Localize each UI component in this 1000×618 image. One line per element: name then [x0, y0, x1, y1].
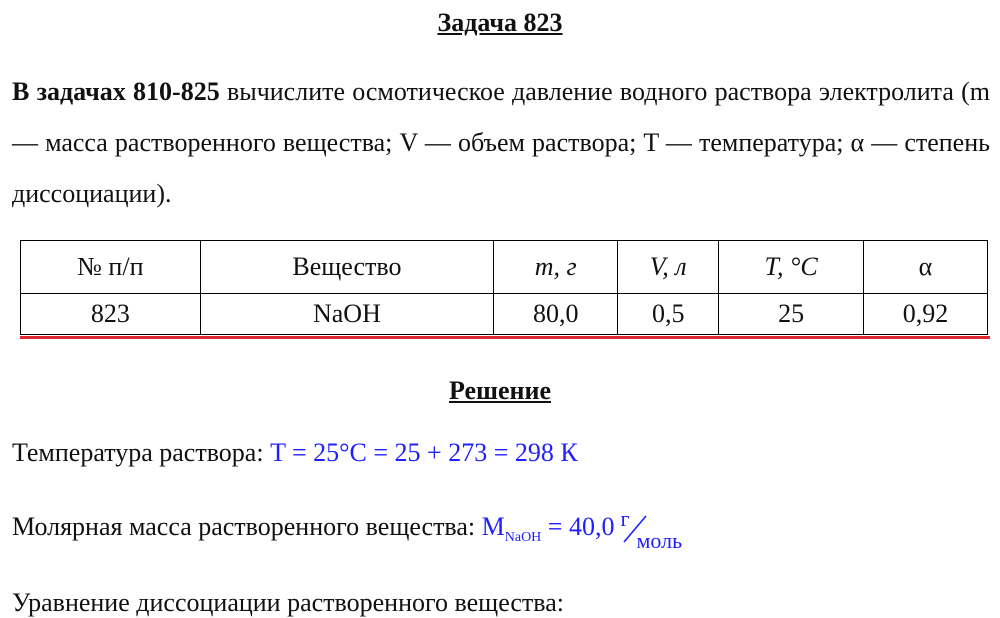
unit-numerator: г: [620, 506, 630, 531]
molar-mass-value: = 40,0: [541, 512, 615, 541]
unit-denominator: моль: [636, 528, 683, 553]
molar-mass-formula: [481, 506, 685, 553]
dissociation-line: [12, 588, 564, 618]
header-mass: m, г: [494, 241, 618, 294]
molar-mass-symbol: M: [481, 512, 505, 541]
temperature-line: [12, 438, 578, 468]
task-range: В задачах 810-825: [12, 77, 220, 106]
table-header-row: [21, 241, 988, 294]
cell-number: 823: [21, 294, 201, 335]
dissociation-label: Уравнение диссоциации растворенного вещества:: [12, 588, 564, 617]
cell-volume: 0,5: [618, 294, 719, 335]
header-substance: Вещество: [200, 241, 494, 294]
task-statement: [12, 66, 990, 219]
molar-mass-label: Молярная масса растворенного вещества:: [12, 512, 476, 541]
molar-mass-line: [12, 506, 684, 553]
header-number: № п/п: [21, 241, 201, 294]
cell-substance: NaOH: [200, 294, 494, 335]
header-alpha: α: [863, 241, 987, 294]
cell-temperature: 25: [719, 294, 864, 335]
temperature-formula: T = 25°C = 25 + 273 = 298 К: [270, 438, 578, 467]
molar-mass-subscript: NaOH: [504, 530, 542, 545]
header-volume: V, л: [618, 241, 719, 294]
header-temperature: T, °C: [719, 241, 864, 294]
cell-mass: 80,0: [494, 294, 618, 335]
separator-line: [20, 336, 990, 339]
cell-alpha: 0,92: [863, 294, 987, 335]
table-row: [21, 294, 988, 335]
solution-heading: Решение: [448, 376, 552, 405]
problem-title: Задача 823: [437, 8, 563, 37]
data-table: [20, 240, 988, 335]
molar-mass-unit: [614, 506, 684, 553]
task-text: вычислите осмотическое давление водного раствора электролита (m — масса растворенного вещества; V — объем раствора; T — температура; α — степень диссоциации).: [12, 77, 990, 208]
temperature-label: Температура раствора:: [12, 438, 264, 467]
